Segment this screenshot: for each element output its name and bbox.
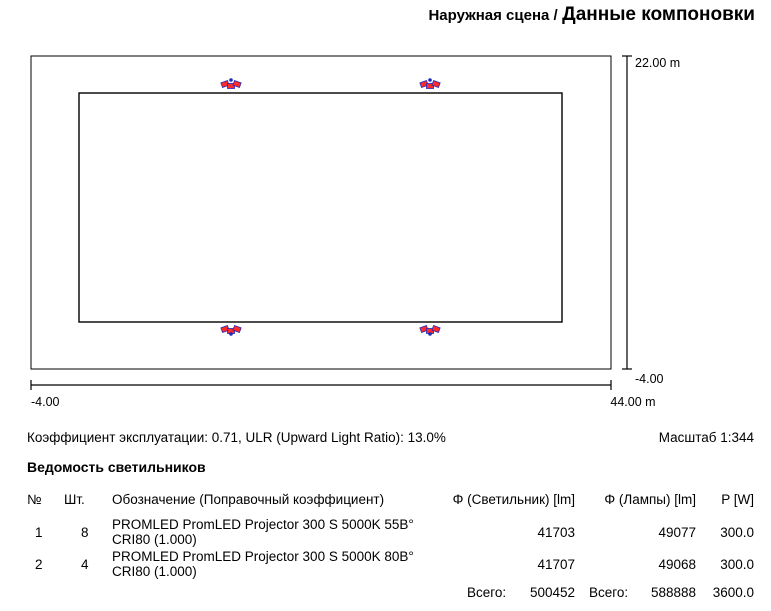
luminaire-cluster [221, 325, 241, 335]
total-power: 3600.0 [712, 585, 754, 600]
col-header-flux-lamp: Φ (Лампы) [lm] [604, 492, 696, 507]
x-axis-right-label: 44.00 m [610, 395, 656, 409]
col-header-qty: Шт. [64, 492, 85, 507]
luminaire-cluster [420, 325, 440, 335]
y-axis-top-label: 22.00 m [635, 56, 681, 70]
luminaire-cluster [420, 78, 440, 88]
calculation-field [79, 93, 562, 322]
row-qty: 4 [81, 557, 89, 572]
row-flux-luminaire: 41703 [537, 525, 575, 540]
total-label-lamp: Всего: [589, 585, 629, 600]
row-flux-lamp: 49077 [658, 525, 696, 540]
row-name: PROMLED PromLED Projector 300 S 5000K 55B° CRI80 (1.000) [112, 517, 414, 547]
luminaire-group [221, 78, 440, 336]
y-axis-bottom-label: -4.00 [635, 372, 664, 386]
scene-title: Наружная сцена / [428, 7, 558, 24]
col-header-name: Обозначение (Поправочный коэффициент) [112, 492, 385, 507]
aim-point-marker [428, 78, 432, 82]
col-header-no: № [27, 492, 42, 507]
total-label-luminaire: Всего: [467, 585, 507, 600]
total-flux-luminaire: 500452 [529, 585, 575, 600]
aim-point-marker [428, 332, 432, 336]
total-flux-lamp: 588888 [650, 585, 696, 600]
row-power: 300.0 [720, 525, 754, 540]
aim-point-marker [229, 332, 233, 336]
schedule-heading: Ведомость светильников [27, 459, 206, 475]
aim-point-marker [229, 78, 233, 82]
row-no: 1 [35, 525, 43, 540]
maintenance-factor: Коэффициент эксплуатации: 0.71, ULR (Upward Light Ratio): 13.0% [27, 430, 446, 445]
row-no: 2 [35, 557, 43, 572]
row-name: PROMLED PromLED Projector 300 S 5000K 80B° CRI80 (1.000) [112, 549, 414, 579]
row-flux-lamp: 49068 [658, 557, 696, 572]
row-power: 300.0 [720, 557, 754, 572]
x-axis-left-label: -4.00 [31, 395, 60, 409]
row-qty: 8 [81, 525, 89, 540]
col-header-flux-luminaire: Φ (Светильник) [lm] [452, 492, 575, 507]
row-flux-luminaire: 41707 [537, 557, 575, 572]
section-title: Данные компоновки [562, 4, 755, 25]
scale-label: Масштаб 1:344 [658, 430, 754, 445]
col-header-power: P [W] [721, 492, 754, 507]
luminaire-cluster [221, 78, 241, 88]
